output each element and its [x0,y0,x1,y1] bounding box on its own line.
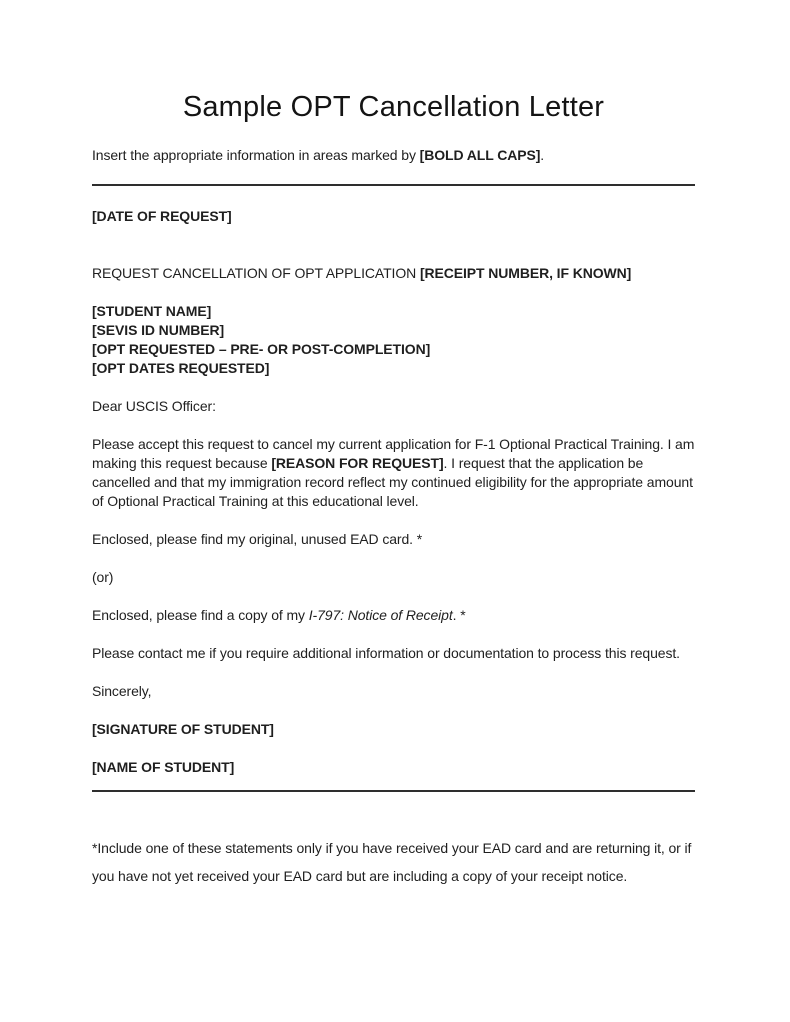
divider-bottom [92,790,695,792]
intro-instruction [92,146,695,165]
i797-notice-title: I-797: Notice of Receipt [308,607,453,623]
intro-period: . [540,147,545,163]
date-of-request-placeholder: [DATE OF REQUEST] [92,208,232,224]
body-text-pre: Please accept this request to cancel my current application for F-1 Optional Practical Training. I am making this request because [92,436,695,471]
signature-placeholder: [SIGNATURE OF STUDENT] [92,721,274,737]
divider-top [92,184,695,186]
enclosed-ead-line: Enclosed, please find my original, unused EAD card. * [92,531,423,547]
enclosed-receipt-line [92,606,695,625]
student-name-placeholder: [STUDENT NAME] [92,303,212,319]
receipt-text-pre: Enclosed, please find a copy of my [92,607,309,623]
reason-for-request-placeholder: [REASON FOR REQUEST] [271,455,444,471]
opt-dates-placeholder: [OPT DATES REQUESTED] [92,360,270,376]
intro-text: Insert the appropriate information in areas marked by [92,147,420,163]
name-placeholder: [NAME OF STUDENT] [92,759,235,775]
sevis-id-placeholder: [SEVIS ID NUMBER] [92,322,225,338]
receipt-text-post: . * [452,607,466,623]
body-text-post: . I request that the application be cancelled and that my immigration record reflect my continued eligibility for the appropriate amount of Optional Practical Training at this educational level. [92,455,693,509]
subject-line [92,264,695,283]
opt-requested-placeholder: [OPT REQUESTED – PRE- OR POST-COMPLETION] [92,341,431,357]
closing: Sincerely, [92,683,152,699]
salutation: Dear USCIS Officer: [92,398,216,414]
receipt-number-placeholder: [RECEIPT NUMBER, IF KNOWN] [419,265,632,281]
or-line: (or) [92,569,114,585]
intro-bold-caps-placeholder: [BOLD ALL CAPS] [419,147,541,163]
subject-text: REQUEST CANCELLATION OF OPT APPLICATION [92,265,420,281]
document-title: Sample OPT Cancellation Letter [182,91,605,123]
contact-line: Please contact me if you require additional information or documentation to process this request. [92,645,680,661]
body-paragraph [92,435,695,511]
footnote: *Include one of these statements only if you have received your EAD card and are returning it, or if you have not yet received your EAD card but are including a copy of your receipt notice. [92,840,692,884]
student-info-block [92,302,695,378]
